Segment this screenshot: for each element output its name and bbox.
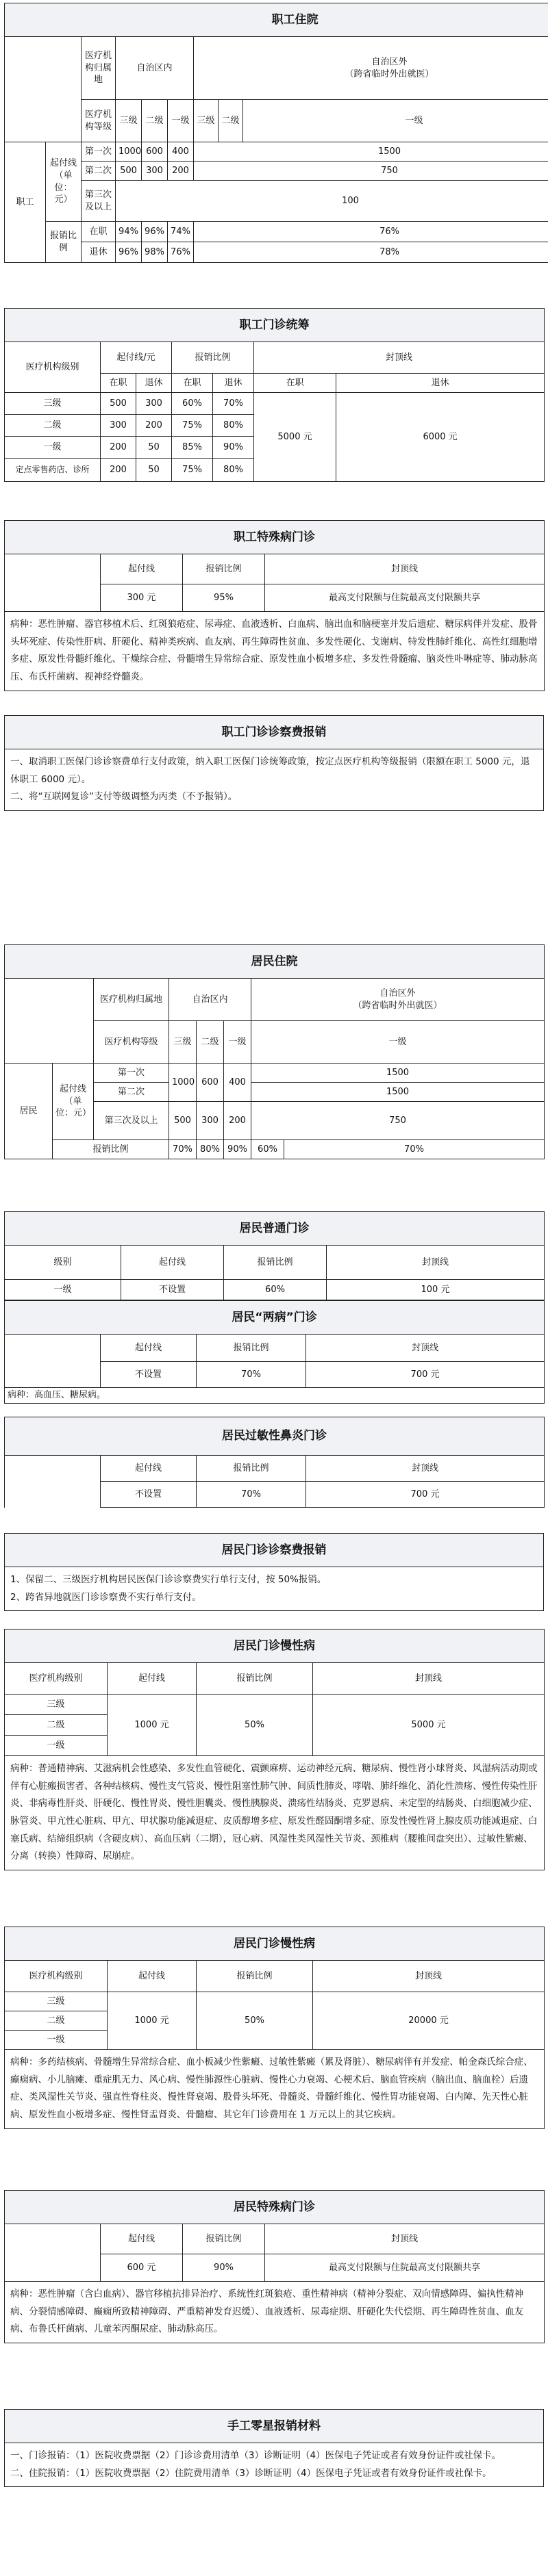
value-start: 1000 元 bbox=[108, 1695, 197, 1756]
start-line-label: 起付线（单位：元） bbox=[46, 142, 82, 222]
header-inst-level: 医疗机构等级 bbox=[94, 1021, 169, 1064]
employee-inpatient-table bbox=[4, 3, 548, 263]
group-label: 居民 bbox=[5, 1064, 53, 1159]
material-line: 二、住院报销：（1）医院收费票据（2）住院费用清单（3）诊断证明（4）医保电子凭证或者有效身份证件或社保卡。 bbox=[10, 2467, 492, 2479]
disease-note: 病种：普通精神病、艾滋病机会性感染、多发性血管硬化、震颤麻痹、运动神经元病、糖尿病、慢性肾小球肾炎、风湿病活动期或伴有心脏瘢损害者、各种结核病、慢性支气管炎、慢性阻塞性肺气肿、间质性肺炎、哮喘、肺纤维化、消化性溃疡、慢性传染性肝炎、非病毒性肝炎、肝硬化、慢性胃炎、慢性胆囊炎、慢性胰腺炎、溃疡性结肠炎、克罗恩病、未定型的结肠炎、白细胞减少症、脉管炎、甲亢性心脏病、甲亢、甲状腺功能减退症、皮质醇增多症、原发性醛固酮增多症、原发性慢性肾上腺皮质功能减退症、白塞氏病、结缔组织病（含硬皮病）、高血压病（二期），冠心病、风湿性类风湿性关节炎、颈椎病（腰椎间盘突出）、过敏性紫癜、分离（转换）性障碍、尿崩症。 bbox=[5, 1756, 545, 1870]
level-cell: 二级 bbox=[5, 2011, 108, 2031]
out-value: 750 bbox=[251, 1102, 545, 1140]
value-ratio: 95% bbox=[183, 584, 265, 612]
cap-in: 5000 元 bbox=[254, 393, 336, 482]
employee-inpatient-section bbox=[4, 3, 544, 263]
header-in-region: 自治区内 bbox=[116, 37, 194, 100]
resident-chronic2-table bbox=[4, 1927, 545, 2129]
value-cell: 200 bbox=[101, 459, 136, 482]
out-value: 1500 bbox=[194, 142, 548, 162]
policy-line: 一、取消职工医保门诊诊察费单行支付政策，纳入职工医保门诊统筹政策，按定点医疗机构等级报销（限额在职工 5000 元，退休职工 6000 元）。 bbox=[10, 756, 530, 785]
value-cell: 60% bbox=[172, 393, 213, 415]
section-title: 居民门诊诊察费报销 bbox=[5, 1534, 544, 1567]
policy-lines bbox=[5, 749, 544, 811]
resident-two-disease-section bbox=[4, 1300, 544, 1404]
policy-line: 二、将“互联网复诊”支付等级调整为丙类（不予报销）。 bbox=[10, 791, 238, 803]
value-ratio: 60% bbox=[224, 1280, 327, 1300]
header-ratio: 报销比例 bbox=[197, 1663, 313, 1695]
value-cap: 100 元 bbox=[327, 1280, 545, 1300]
value-cell: 50 bbox=[136, 459, 172, 482]
header-in: 在职 bbox=[101, 374, 136, 393]
resident-rhinitis-section bbox=[4, 1417, 544, 1508]
header-ret: 退休 bbox=[213, 374, 254, 393]
header-start: 起付线 bbox=[108, 1663, 197, 1695]
resident-inpatient-section bbox=[4, 944, 544, 1159]
level-cell: 一级 bbox=[224, 1021, 251, 1064]
header-cap: 封顶线 bbox=[306, 1335, 545, 1362]
header-start: 起付线 bbox=[108, 1961, 197, 1992]
level-cell: 一级 bbox=[5, 2031, 108, 2050]
value-cell: 75% bbox=[172, 415, 213, 437]
value-cell: 500 bbox=[169, 1102, 197, 1140]
material-lines bbox=[5, 2443, 544, 2487]
header-start: 起付线/元 bbox=[101, 342, 172, 374]
out-value: 750 bbox=[194, 162, 548, 181]
value-cell: 76% bbox=[168, 242, 194, 263]
row-label: 第三次及以上 bbox=[94, 1102, 169, 1140]
value-cap: 5000 元 bbox=[313, 1695, 545, 1756]
value-cell: 94% bbox=[116, 222, 142, 242]
employee-special-table bbox=[4, 520, 545, 691]
row-label: 在职 bbox=[82, 222, 116, 242]
employee-special-section bbox=[4, 520, 544, 691]
value-ratio: 70% bbox=[197, 1362, 306, 1388]
value-cell: 1000 bbox=[116, 142, 142, 162]
value-cell: 70% bbox=[169, 1140, 197, 1159]
header-ratio: 报销比例 bbox=[197, 1961, 313, 1992]
level-cell: 一级 bbox=[243, 100, 548, 142]
row-label: 二级 bbox=[5, 415, 101, 437]
section-title: 居民过敏性鼻炎门诊 bbox=[5, 1417, 545, 1456]
value-cell: 400 bbox=[168, 142, 194, 162]
resident-consult-fee-table bbox=[4, 1533, 544, 1611]
value-cell: 60% bbox=[251, 1140, 284, 1159]
header-inst: 医疗机构级别 bbox=[5, 342, 101, 393]
value-cell: 300 bbox=[142, 162, 168, 181]
header-ratio: 报销比例 bbox=[197, 1456, 306, 1482]
header-start: 起付线 bbox=[121, 1246, 224, 1280]
value-start: 不设置 bbox=[101, 1362, 197, 1388]
row-label: 定点零售药店、诊所 bbox=[5, 459, 101, 482]
header-cap: 封顶线 bbox=[306, 1456, 545, 1482]
employee-outpatient-table bbox=[4, 308, 545, 482]
header-inst-level: 医疗机构等级 bbox=[82, 100, 116, 142]
value-cell: 200 bbox=[101, 437, 136, 459]
section-title: 手工零星报销材料 bbox=[5, 2410, 544, 2443]
header-out-region: 自治区外 （跨省临时外出就医） bbox=[251, 979, 545, 1021]
header-ratio: 报销比例 bbox=[224, 1246, 327, 1280]
value-cap: 700 元 bbox=[306, 1482, 545, 1508]
value-start: 600 元 bbox=[101, 2254, 183, 2282]
policy-line: 2、跨省异地就医门诊诊察费不实行单行支付。 bbox=[10, 1591, 201, 1603]
value-cell: 70% bbox=[213, 393, 254, 415]
employee-consult-fee-section bbox=[4, 715, 544, 811]
header-cap: 封顶线 bbox=[265, 554, 545, 584]
header-start: 起付线 bbox=[101, 554, 183, 584]
header-attribution: 医疗机构归属地 bbox=[94, 979, 169, 1021]
value-start: 不设置 bbox=[101, 1482, 197, 1508]
level-cell: 三级 bbox=[116, 100, 142, 142]
resident-chronic2-section bbox=[4, 1927, 544, 2129]
header-in: 在职 bbox=[172, 374, 213, 393]
value-ratio: 90% bbox=[183, 2254, 265, 2282]
level-cell: 三级 bbox=[5, 1992, 108, 2011]
header-start: 起付线 bbox=[101, 1456, 197, 1482]
level-cell: 二级 bbox=[197, 1021, 224, 1064]
employee-outpatient-section bbox=[4, 308, 544, 482]
row-label: 第三次及以上 bbox=[82, 181, 116, 222]
value-cell: 74% bbox=[168, 222, 194, 242]
level-cell: 二级 bbox=[219, 100, 243, 142]
header-level: 级别 bbox=[5, 1246, 121, 1280]
manual-reimbursement-table bbox=[4, 2409, 544, 2487]
header-attribution: 医疗机构归属地 bbox=[82, 37, 116, 100]
value-cell: 1000 bbox=[169, 1064, 197, 1102]
section-title: 居民普通门诊 bbox=[5, 1212, 545, 1246]
resident-consult-fee-section bbox=[4, 1533, 544, 1611]
header-ratio: 报销比例 bbox=[183, 2224, 265, 2254]
value-cell: 85% bbox=[172, 437, 213, 459]
resident-chronic-table bbox=[4, 1629, 545, 1870]
header-out-region: 自治区外 （跨省临时外出就医） bbox=[194, 37, 548, 100]
value-cell: 600 bbox=[142, 142, 168, 162]
disease-note: 病种：恶性肿瘤、器官移植术后、红斑狼疮症、尿毒症、血液透析、白血病、脑出血和脑梗塞并发后遗症、糖尿病伴并发症、股骨头坏死症、传染性肝病、肝硬化、精神类疾病、血友病、再生障碍性贫血、多发性硬化、戈谢病、特发性肺纤维化、高性红细胞增多症、原发性骨髓纤维化、干燥综合症、骨髓增生异常综合症、原发性血小板增多症、多发性骨髓瘤、脑炎性卟啉症等、肺动脉高压、布氏杆菌病、视神经脊髓炎。 bbox=[5, 612, 545, 691]
level-cell: 一级 bbox=[5, 1736, 108, 1756]
value-cell: 200 bbox=[168, 162, 194, 181]
group-label: 职工 bbox=[5, 142, 46, 263]
section-title: 职工特殊病门诊 bbox=[5, 521, 545, 554]
header-start: 起付线 bbox=[101, 2224, 183, 2254]
value-start: 不设置 bbox=[121, 1280, 224, 1300]
value-cap: 最高支付限额与住院最高支付限额共享 bbox=[265, 2254, 545, 2282]
value-ratio: 70% bbox=[197, 1482, 306, 1508]
value-cell: 50 bbox=[136, 437, 172, 459]
value-cell: 80% bbox=[213, 459, 254, 482]
manual-reimbursement-section bbox=[4, 2409, 544, 2487]
section-title: 职工门诊统筹 bbox=[5, 309, 545, 342]
employee-consult-fee-table bbox=[4, 715, 544, 811]
section-title: 居民门诊慢性病 bbox=[5, 1630, 545, 1663]
value-cell: 80% bbox=[197, 1140, 224, 1159]
ratio-label: 报销比例 bbox=[53, 1140, 169, 1159]
value-cell: 300 bbox=[136, 393, 172, 415]
resident-special-table bbox=[4, 2190, 545, 2343]
value-cell: 90% bbox=[224, 1140, 251, 1159]
value-cell: 400 bbox=[224, 1064, 251, 1102]
value-cell: 96% bbox=[116, 242, 142, 263]
header-inst: 医疗机构级别 bbox=[5, 1961, 108, 1992]
section-title: 职工门诊诊察费报销 bbox=[5, 716, 544, 749]
disease-note: 病种：多药结核病、骨髓增生异常综合症、血小板减少性紫癜、过敏性紫癜（累及肾脏）、糖尿病伴有并发症、帕金森氏综合症、癫痫病、小儿脑瘫、重症肌无力、风心病、慢性肺源性心脏病、慢性心力衰竭、心梗术后、脑血管疾病（脑出血、脑血栓）后遗症、类风湿性关节炎、强直性脊柱炎、慢性肾衰竭、股骨头坏死、骨髓炎、骨髓纤维化、慢性胃功能衰竭、白内障、先天性心脏病、原发性血小板增多症、慢性肾盂肾炎、骨髓瘤、其它年门诊费用在 1 万元以上的其它疾病。 bbox=[5, 2050, 545, 2129]
level-cell: 三级 bbox=[169, 1021, 197, 1064]
disease-note: 病种：高血压、糖尿病。 bbox=[5, 1388, 545, 1404]
policy-line: 1、保留二、三级医疗机构居民医保门诊诊察费实行单行支付，按 50%报销。 bbox=[10, 1574, 327, 1585]
header-start: 起付线 bbox=[101, 1335, 197, 1362]
level-cell: 二级 bbox=[142, 100, 168, 142]
out-value: 78% bbox=[194, 242, 548, 263]
value-cap: 最高支付限额与住院最高支付限额共享 bbox=[265, 584, 545, 612]
value-cell: 200 bbox=[224, 1102, 251, 1140]
value-level: 一级 bbox=[5, 1280, 121, 1300]
header-cap: 封顶线 bbox=[327, 1246, 545, 1280]
value-start: 300 元 bbox=[101, 584, 183, 612]
out-value: 1500 bbox=[251, 1064, 545, 1083]
resident-special-section bbox=[4, 2190, 544, 2343]
header-inst: 医疗机构级别 bbox=[5, 1663, 108, 1695]
value-ratio: 50% bbox=[197, 1992, 313, 2050]
level-cell: 二级 bbox=[5, 1715, 108, 1736]
level-cell: 一级 bbox=[168, 100, 194, 142]
ratio-label: 报销比例 bbox=[46, 222, 82, 263]
resident-rhinitis-table bbox=[4, 1417, 545, 1508]
header-in-region: 自治区内 bbox=[169, 979, 251, 1021]
row-label: 第二次 bbox=[82, 162, 116, 181]
section-title: 居民特殊病门诊 bbox=[5, 2191, 545, 2224]
value-cell: 300 bbox=[101, 415, 136, 437]
header-ratio: 报销比例 bbox=[197, 1335, 306, 1362]
row-label: 退休 bbox=[82, 242, 116, 263]
policy-lines bbox=[5, 1567, 544, 1611]
out-value: 100 bbox=[116, 181, 548, 222]
resident-chronic-section bbox=[4, 1629, 544, 1870]
header-cap: 封顶线 bbox=[313, 1663, 545, 1695]
value-cap: 20000 元 bbox=[313, 1992, 545, 2050]
row-label: 第一次 bbox=[94, 1064, 169, 1083]
header-ret: 退休 bbox=[136, 374, 172, 393]
section-title: 居民“两病”门诊 bbox=[5, 1301, 545, 1335]
resident-general-table bbox=[4, 1211, 545, 1300]
header-ret: 退休 bbox=[336, 374, 545, 393]
section-title: 居民住院 bbox=[5, 945, 545, 979]
level-cell: 三级 bbox=[5, 1695, 108, 1715]
value-cell: 300 bbox=[197, 1102, 224, 1140]
value-cell: 98% bbox=[142, 242, 168, 263]
header-cap: 封顶线 bbox=[265, 2224, 545, 2254]
row-label: 一级 bbox=[5, 437, 101, 459]
value-cell: 75% bbox=[172, 459, 213, 482]
value-cap: 700 元 bbox=[306, 1362, 545, 1388]
row-label: 第一次 bbox=[82, 142, 116, 162]
cap-ret: 6000 元 bbox=[336, 393, 545, 482]
out-value: 1500 bbox=[251, 1083, 545, 1102]
header-cap: 封顶线 bbox=[254, 342, 545, 374]
header-ratio: 报销比例 bbox=[172, 342, 254, 374]
out-value: 76% bbox=[194, 222, 548, 242]
material-line: 一、门诊报销：（1）医院收费票据（2）门诊诊费用清单（3）诊断证明（4）医保电子凭证或者有效身份证件或社保卡。 bbox=[10, 2450, 501, 2461]
resident-two-disease-table bbox=[4, 1300, 545, 1404]
value-ratio: 50% bbox=[197, 1695, 313, 1756]
resident-inpatient-table bbox=[4, 944, 545, 1159]
header-in: 在职 bbox=[254, 374, 336, 393]
header-cap: 封顶线 bbox=[313, 1961, 545, 1992]
resident-general-section bbox=[4, 1211, 544, 1300]
value-cell: 90% bbox=[213, 437, 254, 459]
disease-note: 病种：恶性肿瘤（含白血病）、器官移植抗排异治疗、系统性红斑狼疮、重性精神病（精神分裂症、双向情感障碍、偏执性精神病、分裂情感障碍、癫痫所致精神障碍、严重精神发育迟缓）、血液透析、尿毒症期、肝硬化失代偿期、再生障碍性贫血、血友病、布鲁氏杆菌病、儿童苯丙酮尿症、肺动脉高压。 bbox=[5, 2282, 545, 2343]
start-line-label: 起付线（单位：元） bbox=[53, 1064, 94, 1140]
value-cell: 80% bbox=[213, 415, 254, 437]
value-start: 1000 元 bbox=[108, 1992, 197, 2050]
section-title: 职工住院 bbox=[5, 3, 548, 37]
level-cell: 三级 bbox=[194, 100, 219, 142]
value-cell: 200 bbox=[136, 415, 172, 437]
value-cell: 600 bbox=[197, 1064, 224, 1102]
level-cell: 一级 bbox=[251, 1021, 545, 1064]
value-cell: 500 bbox=[101, 393, 136, 415]
header-ratio: 报销比例 bbox=[183, 554, 265, 584]
out-value: 70% bbox=[284, 1140, 545, 1159]
row-label: 三级 bbox=[5, 393, 101, 415]
value-cell: 96% bbox=[142, 222, 168, 242]
value-cell: 500 bbox=[116, 162, 142, 181]
row-label: 第二次 bbox=[94, 1083, 169, 1102]
section-title: 居民门诊慢性病 bbox=[5, 1927, 545, 1961]
